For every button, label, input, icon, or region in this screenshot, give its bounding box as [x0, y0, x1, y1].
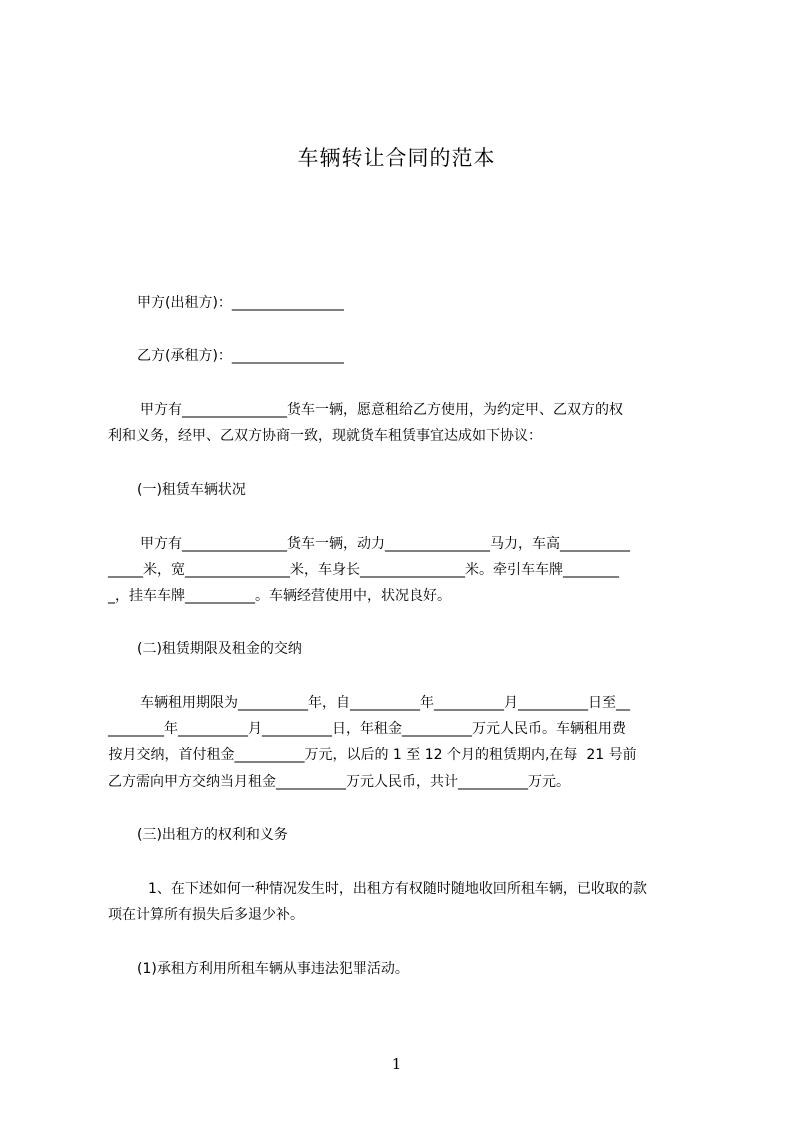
lease-text-2: ________年__________月__________日，年租金__________万元人民币。车辆租用费 [108, 721, 626, 737]
section-heading-2-text: (二)租赁期限及租金的交纳 [137, 641, 302, 657]
lease-text-1: 车辆租用期限为__________年，自__________年__________月__________日至__ [140, 695, 630, 711]
vehicle-text-1: 甲方有_______________货车一辆，动力_______________马力，车高__________ [140, 536, 630, 552]
lease-text-4: 乙方需向甲方交纳当月租金__________万元人民币，共计__________万元。 [108, 774, 570, 790]
party-b-text: 乙方(承租方)：________________ [137, 348, 344, 364]
intro-text-1: 甲方有_______________货车一辆，愿意租给乙方使用，为约定甲、乙双方的权 [140, 402, 623, 418]
document-title: 车辆转让合同的范本 [297, 146, 496, 170]
rights-text-2: 项在计算所有损失后多退少补。 [108, 907, 304, 923]
section-heading-3-text: (三)出租方的权利和义务 [137, 827, 288, 843]
party-a-text: 甲方(出租方)：________________ [137, 295, 344, 311]
vehicle-text-3: _，挂车车牌__________。车辆经营使用中，状况良好。 [108, 588, 451, 604]
vehicle-text-2: _____米，宽_______________米，车身长_______________米。牵引车车牌________ [108, 562, 619, 578]
intro-text-2: 利和义务，经甲、乙双方协商一致，现就货车租赁事宜达成如下协议： [108, 428, 542, 444]
clause-text-1: (1)承租方利用所租车辆从事违法犯罪活动。 [137, 961, 409, 977]
lease-text-3: 按月交纳，首付租金__________万元，以后的 1 至 12 个月的租赁期内,在每 21 号前 [104, 747, 637, 763]
page-number: 1 [391, 1055, 402, 1073]
section-heading-1-text: (一)租赁车辆状况 [137, 482, 246, 498]
rights-text-1: 1、在下述如何一种情况发生时，出租方有权随时随地收回所租车辆，已收取的款 [148, 881, 647, 897]
